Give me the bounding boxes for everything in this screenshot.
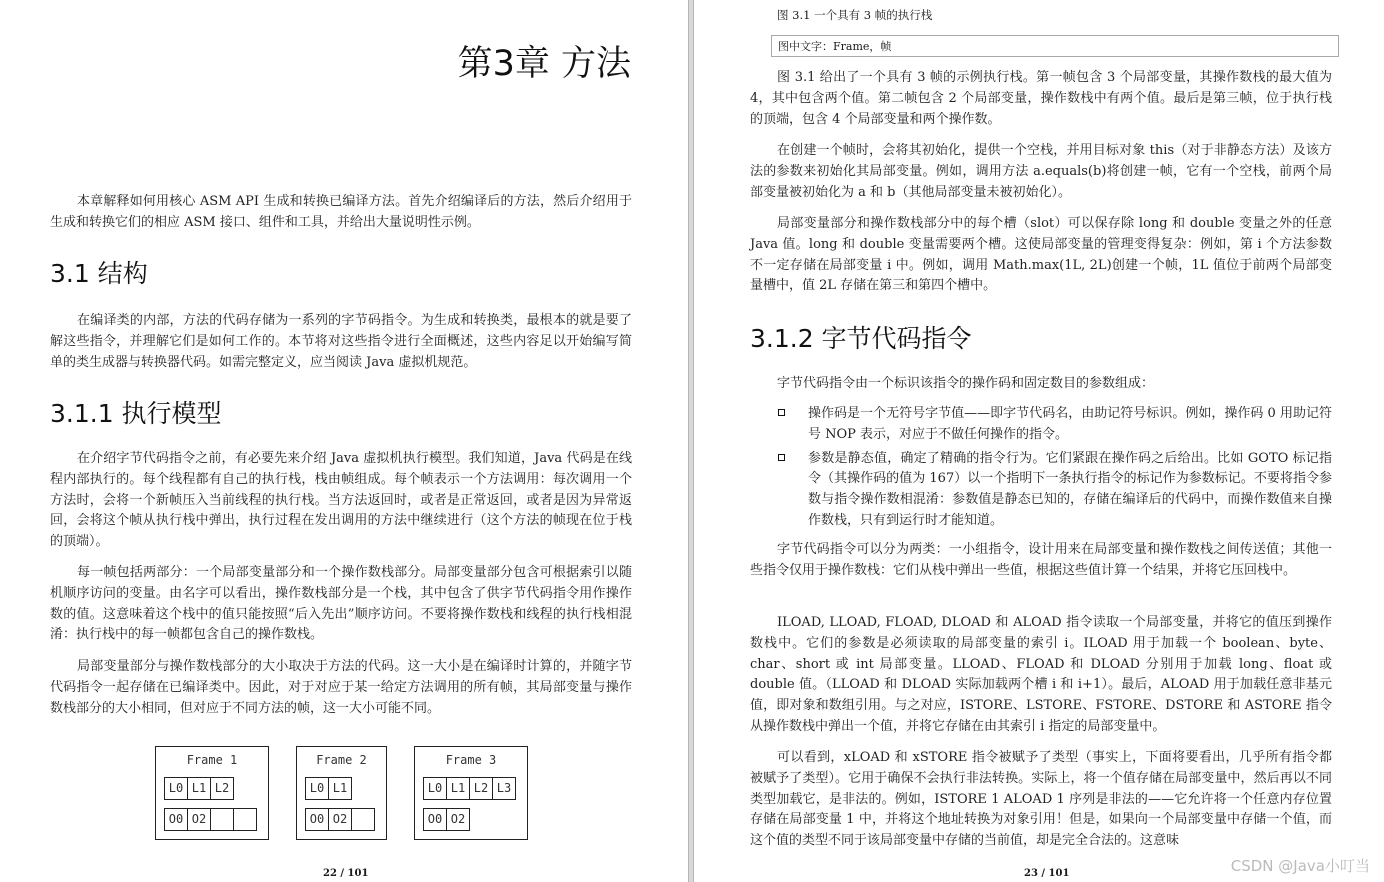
local-slot: L1 (446, 777, 470, 800)
checkbox-bullet-icon (778, 409, 785, 416)
page-number: 22 / 101 (323, 868, 369, 879)
paragraph-6: ILOAD, LLOAD, FLOAD, DLOAD 和 ALOAD 指令读取一个局部变量，并将它的值压到操作数栈中。它们的参数是必须读取的局部变量的索引 i。ILOAD 用于加载一个 boolean、byte、char、short 或 int 局部变量。LLOAD、FLOAD 和 DLOAD 分别用于加载 long、float 或 double 值。（LLOAD 和 DLOAD 实际加载两个槽 i 和 i+1）。最后，ALOAD 用于加载任意非基元值，即对象和数组引用。与之对应，ISTORE、LSTORE、FSTORE、DSTORE 和 ASTORE 指令从操作数栈中弹出一个值，并将它存储在由其索引 i 指定的局部变量中。 (750, 615, 1332, 734)
section-3-1-heading: 3.1 结构 (50, 259, 148, 288)
local-slot: L0 (423, 777, 447, 800)
locals-row (305, 777, 351, 800)
local-slot: L3 (492, 777, 516, 800)
operands-row (423, 808, 469, 831)
operand-slot (233, 808, 257, 831)
operands-row (164, 808, 256, 831)
paragraph-5: 字节代码指令可以分为两类：一小组指令，设计用来在局部变量和操作数栈之间传送值；其他一些指令仅用于操作数栈：它们从栈中弹出一些值，根据这些值计算一个结果，并将它压回栈中。 (750, 542, 1332, 578)
frame-box-2 (296, 746, 387, 840)
execution-model-paragraph-1: 在介绍字节代码指令之前，有必要先来介绍 Java 虚拟机执行模型。我们知道，Java 代码是在线程内部执行的。每个线程都有自己的执行栈，栈由帧组成。每个帧表示一个方法调用：每次调用一个方法时，会将一个新帧压入当前线程的执行栈。当方法返回时，或者是正常返回，或者是因为异常返回，会将这个帧从执行栈中弹出，执行过程在发出调用的方法中继续进行（这个方法的帧现在位于栈的顶端）。 (50, 451, 632, 550)
operands-row (305, 808, 374, 831)
local-slot: L0 (164, 777, 188, 800)
watermark: CSDN @Java小叮当 (1230, 857, 1370, 875)
list-item (778, 449, 1332, 532)
right-page (694, 0, 1384, 882)
operand-slot: O0 (305, 808, 329, 831)
section-3-1-1-heading: 3.1.1 执行模型 (50, 399, 222, 428)
bullet-text: 操作码是一个无符号字节值——即字节代码名，由助记符号标识。例如，操作码 0 用助记符号 NOP 表示，对应于不做任何操作的指令。 (808, 406, 1332, 442)
frame-box-3 (414, 746, 528, 840)
local-slot: L2 (469, 777, 493, 800)
operand-slot: O0 (164, 808, 188, 831)
locals-row (164, 777, 233, 800)
operand-slot: O2 (446, 808, 470, 831)
chapter-title: 第3章 方法 (457, 44, 631, 84)
intro-paragraph: 本章解释如何用核心 ASM API 生成和转换已编译方法。首先介绍编译后的方法，然后介绍用于生成和转换它们的相应 ASM 接口、组件和工具，并给出大量说明性示例。 (50, 194, 632, 230)
list-item (778, 404, 1332, 446)
frame-title: Frame 1 (186, 753, 238, 767)
page-number: 23 / 101 (1024, 868, 1070, 879)
local-slot: L1 (328, 777, 352, 800)
operand-slot: O0 (423, 808, 447, 831)
frame-box-1 (155, 746, 269, 840)
paragraph-1: 图 3.1 给出了一个具有 3 帧的示例执行栈。第一帧包含 3 个局部变量，其操作数栈的最大值为 4，其中包含两个值。第二帧包含 2 个局部变量，操作数栈中有两个值。最后是第三帧，位于执行栈的顶端，包含 4 个局部变量和两个操作数。 (750, 70, 1332, 127)
local-slot: L2 (210, 777, 234, 800)
execution-model-paragraph-3: 局部变量部分与操作数栈部分的大小取决于方法的代码。这一大小是在编译时计算的，并随字节代码指令一起存储在已编译类中。因此，对于对应于某一给定方法调用的所有帧，其局部变量与操作数栈部分的大小相同，但对应于不同方法的帧，这一大小可能不同。 (50, 659, 632, 716)
locals-row (423, 777, 515, 800)
paragraph-7: 可以看到，xLOAD 和 xSTORE 指令被赋予了类型（事实上，下面将要看出，几乎所有指令都被赋予了类型）。它用于确保不会执行非法转换。实际上，将一个值存储在局部变量中，然后再以不同类型加载它，是非法的。例如，ISTORE 1 ALOAD 1 序列是非法的——它允许将一个任意内存位置存储在局部变量 1 中，并将这个地址转换为对象引用！但是，如果向一个局部变量中存储一个值，而这个值的类型不同于该局部变量中存储的当前值，却是完全合法的。这意味 (750, 750, 1332, 849)
section-3-1-paragraph: 在编译类的内部，方法的代码存储为一系列的字节码指令。为生成和转换类，最根本的就是要了解这些指令，并理解它们是如何工作的。本节将对这些指令进行全面概述，这些内容足以开始编写简单的类生成器与转换器代码。如需完整定义，应当阅读 Java 虚拟机规范。 (50, 313, 632, 370)
paragraph-4: 字节代码指令由一个标识该指令的操作码和固定数目的参数组成： (777, 376, 1155, 391)
frame-title: Frame 2 (316, 753, 367, 767)
left-page (0, 0, 688, 882)
figure-caption: 图 3.1 一个具有 3 帧的执行栈 (777, 8, 933, 22)
section-3-1-2-heading: 3.1.2 字节代码指令 (750, 324, 972, 353)
operand-slot (351, 808, 375, 831)
local-slot: L0 (305, 777, 329, 800)
bullet-list (778, 404, 1332, 535)
paragraph-2: 在创建一个帧时，会将其初始化，提供一个空栈，并用目标对象 this（对于非静态方法）及该方法的参数来初始化其局部变量。例如，调用方法 a.equals(b)将创建一帧，它有一个空栈，前两个局部变量被初始化为 a 和 b（其他局部变量未被初始化）。 (750, 143, 1332, 200)
operand-slot: O2 (328, 808, 352, 831)
bullet-text: 参数是静态值，确定了精确的指令行为。它们紧跟在操作码之后给出。比如 GOTO 标记指令（其操作码的值为 167）以一个指明下一条执行指令的标记作为参数标记。不要将指令参数与指令操作数相混淆：参数值是静态已知的，存储在编译后的代码中，而操作数值来自操作数栈，只有到运行时才能知道。 (808, 450, 1332, 528)
figure-text-box: 图中文字：Frame，帧 (771, 35, 1339, 57)
execution-model-paragraph-2: 每一帧包括两部分：一个局部变量部分和一个操作数栈部分。局部变量部分包含可根据索引以随机顺序访问的变量。由名字可以看出，操作数栈部分是一个栈，其中包含了供字节代码指令用作操作数的值。这意味着这个栈中的值只能按照“后入先出”顺序访问。不要将操作数栈和线程的执行栈相混淆：执行栈中的每一帧都包含自己的操作数栈。 (50, 565, 632, 643)
frame-title: Frame 3 (445, 753, 497, 767)
paragraph-3: 局部变量部分和操作数栈部分中的每个槽（slot）可以保存除 long 和 double 变量之外的任意 Java 值。long 和 double 变量需要两个槽。这使局部变量的管理变得复杂：例如，第 i 个方法参数不一定存储在局部变量 i 中。例如，调用 Math.max(1L, 2L)创建一个帧，1L 值位于前两个局部变量槽中，值 2L 存储在第三和第四个槽中。 (750, 216, 1332, 294)
checkbox-bullet-icon (778, 454, 785, 461)
operand-slot: O2 (187, 808, 211, 831)
local-slot: L1 (187, 777, 211, 800)
operand-slot (210, 808, 234, 831)
